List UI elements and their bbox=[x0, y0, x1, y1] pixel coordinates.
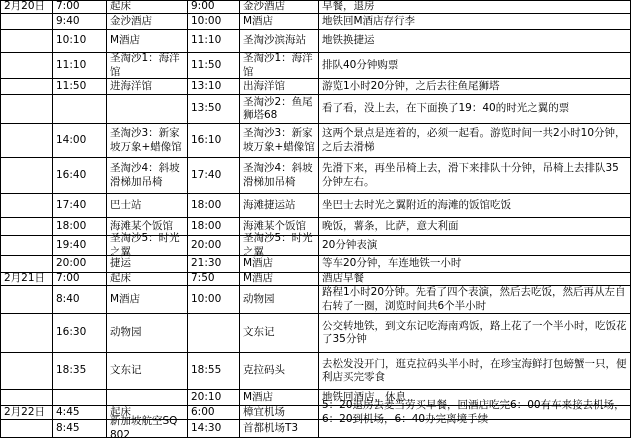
start-place-cell: 动物园 bbox=[107, 314, 188, 353]
start-place-cell: 圣淘沙3：新家坡万象+蜡像馆 bbox=[107, 124, 188, 158]
end-time-cell: 6:00 bbox=[188, 406, 240, 420]
end-time-cell: 10:00 bbox=[188, 286, 240, 314]
start-time-cell: 20:00 bbox=[53, 256, 107, 273]
start-time-cell: 7:00 bbox=[53, 0, 107, 14]
end-time-cell: 20:10 bbox=[188, 390, 240, 406]
note-cell: 早餐，退房 bbox=[319, 0, 631, 14]
start-place-cell: M酒店 bbox=[107, 286, 188, 314]
end-time-cell: 16:10 bbox=[188, 124, 240, 158]
end-time-cell: 20:00 bbox=[188, 236, 240, 256]
date-cell bbox=[0, 256, 53, 273]
end-place-cell: 首都机场T3 bbox=[240, 420, 319, 438]
date-cell bbox=[0, 420, 53, 438]
date-cell bbox=[0, 124, 53, 158]
end-place-cell: M酒店 bbox=[240, 273, 319, 286]
end-place-cell: 圣淘沙4：斜坡滑梯加吊椅 bbox=[240, 158, 319, 194]
note-cell: 这两个景点是连着的，必须一起看。游览时间一共2小时10分钟，之后去滑梯 bbox=[319, 124, 631, 158]
end-time-cell: 18:00 bbox=[188, 218, 240, 236]
date-cell bbox=[0, 30, 53, 53]
table-row bbox=[0, 399, 639, 425]
note-cell: 20分钟表演 bbox=[319, 236, 631, 256]
start-time-cell: 8:40 bbox=[53, 286, 107, 314]
start-time-cell: 14:00 bbox=[53, 124, 107, 158]
table-row bbox=[0, 158, 639, 194]
note-cell: 路程1小时20分钟。先看了四个表演，然后去吃饭，然后再从左自右转了一圈，浏览时间共6个半小时 bbox=[319, 286, 631, 314]
note-cell: 坐巴士去时光之翼附近的海滩的饭馆吃饭 bbox=[319, 194, 631, 218]
end-place-cell: 出海洋馆 bbox=[240, 79, 319, 95]
end-place-cell: 圣淘沙2：鱼尾狮塔68 bbox=[240, 95, 319, 124]
table-row bbox=[0, 53, 639, 79]
start-time-cell: 18:35 bbox=[53, 353, 107, 390]
end-time-cell: 13:10 bbox=[188, 79, 240, 95]
end-time-cell: 17:40 bbox=[188, 158, 240, 194]
start-time-cell: 10:10 bbox=[53, 30, 107, 53]
end-time-cell: 11:10 bbox=[188, 30, 240, 53]
end-place-cell: 金沙酒店 bbox=[240, 0, 319, 14]
table-row bbox=[0, 14, 639, 30]
start-time-cell: 16:30 bbox=[53, 314, 107, 353]
date-cell bbox=[0, 286, 53, 314]
date-cell bbox=[0, 390, 53, 406]
table-row bbox=[0, 194, 639, 218]
start-time-cell: 16:40 bbox=[53, 158, 107, 194]
end-place-cell: 海滩捷运站 bbox=[240, 194, 319, 218]
table-row bbox=[0, 0, 639, 14]
start-time-cell: 11:50 bbox=[53, 79, 107, 95]
start-time-cell: 7:00 bbox=[53, 273, 107, 286]
end-place-cell: 圣淘沙1：海洋馆 bbox=[240, 53, 319, 79]
date-cell: 2月21日 bbox=[0, 273, 53, 286]
start-time-cell: 4:45 bbox=[53, 406, 107, 420]
date-cell bbox=[0, 236, 53, 256]
table-row bbox=[0, 232, 639, 258]
start-time-cell bbox=[53, 390, 107, 406]
end-place-cell: M酒店 bbox=[240, 14, 319, 30]
note-cell: 5：20退房去麦当劳买早餐，回酒店吃完6：00有车来接去机场，6：20到机场，6：40办完离境手续 bbox=[319, 406, 631, 420]
end-place-cell: 克拉码头 bbox=[240, 353, 319, 390]
start-place-cell: 进海洋馆 bbox=[107, 79, 188, 95]
end-place-cell: M酒店 bbox=[240, 256, 319, 273]
table-row bbox=[0, 415, 639, 441]
end-place-cell: 圣淘沙滨海站 bbox=[240, 30, 319, 53]
end-place-cell: 圣淘沙3：新家坡万象+蜡像馆 bbox=[240, 124, 319, 158]
note-cell: 去松发没开门，逛克拉码头半小时，在珍宝海鲜打包螃蟹一只，便利店买完零食 bbox=[319, 353, 631, 390]
end-time-cell: 13:50 bbox=[188, 95, 240, 124]
start-place-cell: 起床 bbox=[107, 0, 188, 14]
start-place-cell: 圣淘沙4：斜坡滑梯加吊椅 bbox=[107, 158, 188, 194]
table-row bbox=[0, 30, 639, 53]
start-place-cell bbox=[107, 95, 188, 124]
date-cell bbox=[0, 14, 53, 30]
date-cell bbox=[0, 158, 53, 194]
start-time-cell: 19:40 bbox=[53, 236, 107, 256]
start-time-cell: 9:40 bbox=[53, 14, 107, 30]
note-cell: 地铁回酒店，休息 bbox=[319, 390, 631, 406]
start-place-cell: 起床 bbox=[107, 273, 188, 286]
start-place-cell: 新加坡航空SQ802 bbox=[107, 420, 188, 438]
end-time-cell: 9:00 bbox=[188, 0, 240, 14]
note-cell: 地铁换捷运 bbox=[319, 30, 631, 53]
note-cell: 地铁回M酒店存行李 bbox=[319, 14, 631, 30]
note-cell: 等车20分钟，车连地铁一小时 bbox=[319, 256, 631, 273]
start-time-cell bbox=[53, 95, 107, 124]
end-place-cell: 动物园 bbox=[240, 286, 319, 314]
end-time-cell bbox=[188, 314, 240, 353]
date-cell bbox=[0, 353, 53, 390]
note-cell: 游览1小时20分钟，之后去往鱼尾狮塔 bbox=[319, 79, 631, 95]
end-time-cell: 11:50 bbox=[188, 53, 240, 79]
table-row bbox=[0, 256, 639, 273]
end-time-cell: 21:30 bbox=[188, 256, 240, 273]
date-cell bbox=[0, 53, 53, 79]
start-place-cell: 圣淘沙5：时光之翼 bbox=[107, 236, 188, 256]
note-cell: 排队40分钟购票 bbox=[319, 53, 631, 79]
start-place-cell: 捷运 bbox=[107, 256, 188, 273]
table-row bbox=[0, 353, 639, 390]
table-row bbox=[0, 124, 639, 158]
end-place-cell: 海滩某个饭馆 bbox=[240, 218, 319, 236]
end-place-cell: 文东记 bbox=[240, 314, 319, 353]
table-row bbox=[0, 218, 639, 236]
start-place-cell: 文东记 bbox=[107, 353, 188, 390]
start-time-cell: 17:40 bbox=[53, 194, 107, 218]
start-place-cell bbox=[107, 390, 188, 406]
end-place-cell: M酒店 bbox=[240, 390, 319, 406]
start-time-cell: 8:45 bbox=[53, 420, 107, 438]
start-place-cell: 起床 bbox=[107, 406, 188, 420]
note-cell: 酒店早餐 bbox=[319, 273, 631, 286]
date-cell bbox=[0, 79, 53, 95]
start-place-cell: 圣淘沙1：海洋馆 bbox=[107, 53, 188, 79]
table-row bbox=[0, 286, 639, 314]
end-time-cell: 14:30 bbox=[188, 420, 240, 438]
date-cell bbox=[0, 194, 53, 218]
date-cell bbox=[0, 314, 53, 353]
date-cell bbox=[0, 218, 53, 236]
note-cell bbox=[319, 420, 631, 438]
note-cell: 看了看，没上去，在下面换了19：40的时光之翼的票 bbox=[319, 95, 631, 124]
table-row bbox=[0, 314, 639, 353]
end-place-cell: 樟宜机场 bbox=[240, 406, 319, 420]
note-cell: 公交转地铁，到文东记吃海南鸡饭，路上花了一个半小时，吃饭花了35分钟 bbox=[319, 314, 631, 353]
end-time-cell: 18:00 bbox=[188, 194, 240, 218]
date-cell bbox=[0, 95, 53, 124]
note-cell: 先滑下来，再坐吊椅上去，滑下来排队十分钟，吊椅上去排队35分钟左右。 bbox=[319, 158, 631, 194]
table-row bbox=[0, 95, 639, 124]
start-place-cell: M酒店 bbox=[107, 30, 188, 53]
date-cell: 2月20日 bbox=[0, 0, 53, 14]
start-time-cell: 18:00 bbox=[53, 218, 107, 236]
date-cell: 2月22日 bbox=[0, 406, 53, 420]
end-time-cell: 10:00 bbox=[188, 14, 240, 30]
start-place-cell: 巴士站 bbox=[107, 194, 188, 218]
end-time-cell: 7:50 bbox=[188, 273, 240, 286]
end-place-cell: 圣淘沙5：时光之翼 bbox=[240, 236, 319, 256]
table-row bbox=[0, 273, 639, 286]
table-row bbox=[0, 79, 639, 95]
start-place-cell: 海滩某个饭馆 bbox=[107, 218, 188, 236]
start-time-cell: 11:10 bbox=[53, 53, 107, 79]
start-place-cell: 金沙酒店 bbox=[107, 14, 188, 30]
note-cell: 晚饭，薯条，比萨，意大利面 bbox=[319, 218, 631, 236]
end-time-cell: 18:55 bbox=[188, 353, 240, 390]
